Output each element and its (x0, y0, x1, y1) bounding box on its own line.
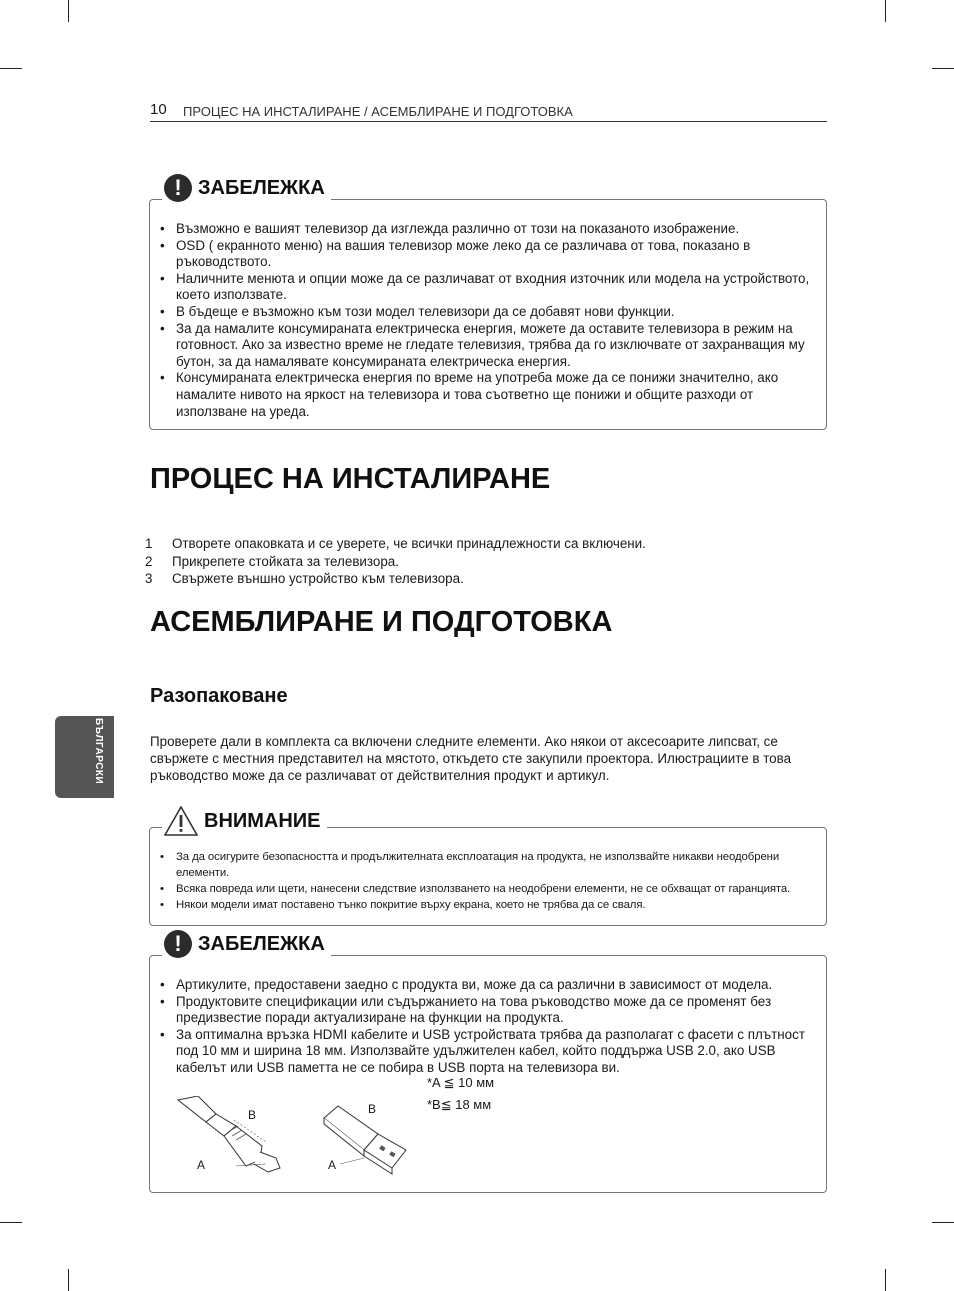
crop-mark (0, 1222, 22, 1223)
exclamation-icon: ! (164, 930, 192, 958)
hdmi-label-b: B (248, 1108, 257, 1122)
note-box-header (162, 930, 331, 958)
caution-item: • За да осигурите безопасността и продължителната експлоатация на продукта, не използвайте никакви неодобрени елементи. (176, 849, 812, 881)
install-steps (145, 535, 646, 588)
install-heading: ПРОЦЕС НА ИНСТАЛИРАНЕ (150, 463, 551, 495)
dimension-a: *A ≦ 10 мм (427, 1075, 495, 1090)
note-box-header (162, 174, 331, 202)
hdmi-cable-illustration (176, 1096, 288, 1178)
crop-mark (68, 1269, 69, 1291)
step-item (145, 553, 646, 571)
note-list (150, 221, 826, 420)
dimension-notes (427, 1072, 494, 1116)
dimension-b: *B≦ 18 мм (427, 1097, 492, 1112)
note-list (150, 977, 826, 1077)
usb-label-b: B (368, 1102, 377, 1116)
note-title: ЗАБЕЛЕЖКА (198, 932, 325, 955)
crop-mark (932, 68, 954, 69)
note-item: • Продуктовите спецификации или съдържанието на това ръководство може да се променят без предизвестие поради актуализиране на функции на продукта. (176, 994, 812, 1027)
crop-mark (0, 68, 22, 69)
note-item: • В бъдеще е възможно към този модел телевизори да се добавят нови функции. (176, 304, 812, 321)
crop-mark (885, 1269, 886, 1291)
language-tab (55, 716, 114, 798)
note-box (149, 931, 827, 1193)
crop-mark (68, 0, 69, 22)
note-item: • Консумираната електрическа енергия по време на употреба може да се понижи значително, ако намалите нивото на яркост на телевизора и това съответно ще понижи и общите разходи от използване на уреда. (176, 370, 812, 420)
caution-item: • Всяка повреда или щети, нанесени следствие използването на неодобрени елементи, не се обхващат от гаранцията. (176, 881, 812, 897)
note-item: • Наличните менюта и опции може да се различават от входния източник или модела на устройството, което използвате. (176, 271, 812, 304)
step-number: 3 (145, 571, 153, 586)
page-number: 10 (150, 101, 167, 118)
note-box (149, 175, 827, 430)
crop-mark (885, 0, 886, 22)
note-item: • OSD ( екранното меню) на вашия телевизор може леко да се различава от това, показано в ръководството. (176, 238, 812, 271)
note-item: • За оптимална връзка HDMI кабелите и USB устройствата трябва да разполагат с фасети с плътност под 10 мм и ширина 18 мм. Използвайте удължителен кабел, който поддържа USB 2.0, ако USB кабелът или USB паметта не се побира в USB порта на телевизора ви. (176, 1027, 812, 1077)
caution-box-header (162, 806, 327, 836)
caution-title: ВНИМАНИЕ (204, 809, 321, 832)
step-text: Прикрепете стойката за телевизора. (172, 553, 399, 569)
language-tab-label: БЪЛГАРСКИ (93, 718, 104, 785)
caution-item: • Някои модели имат поставено тънко покритие върху екрана, което не трябва да се сваля. (176, 897, 812, 913)
note-title: ЗАБЕЛЕЖКА (198, 176, 325, 199)
warning-triangle-icon (164, 806, 198, 836)
step-text: Отворете опаковката и се уверете, че всички принадлежности са включени. (172, 536, 646, 551)
assembly-heading: АСЕМБЛИРАНЕ И ПОДГОТОВКА (150, 606, 613, 638)
unpacking-paragraph: Проверете дали в комплекта са включени следните елементи. Ако някои от аксесоарите липсват, се свържете с местния представител на мястото, откъдето сте закупили проектора. Илюстрациите в това ръководство може да се различават от действителния продукт и артикул. (150, 734, 792, 783)
note-item: • За да намалите консумираната електрическа енергия, можете да оставите телевизора в режим на готовност. Ако за известно време не гледате телевизия, трябва да го изключвате от захранващия му бутон, за да намалявате консумираната електрическа енергия. (176, 321, 812, 371)
usb-label-a: A (328, 1158, 337, 1172)
note-item: • Артикулите, предоставени заедно с продукта ви, може да са различни в зависимост от модела. (176, 977, 812, 994)
step-item (145, 570, 646, 588)
running-header: ПРОЦЕС НА ИНСТАЛИРАНЕ / АСЕМБЛИРАНЕ И ПОДГОТОВКА (183, 104, 573, 119)
exclamation-icon: ! (164, 174, 192, 202)
step-item (145, 535, 646, 553)
hdmi-label-a: A (197, 1158, 206, 1172)
note-item: • Възможно е вашият телевизор да изглежда различно от този на показаното изображение. (176, 221, 812, 238)
caution-box (149, 809, 827, 926)
crop-mark (932, 1222, 954, 1223)
step-number: 1 (145, 536, 153, 551)
caution-list (150, 849, 826, 913)
header-rule (150, 121, 827, 122)
step-number: 2 (145, 553, 153, 569)
unpacking-heading: Разопаковане (150, 685, 288, 707)
step-text: Свържете външно устройство към телевизора. (172, 571, 464, 586)
